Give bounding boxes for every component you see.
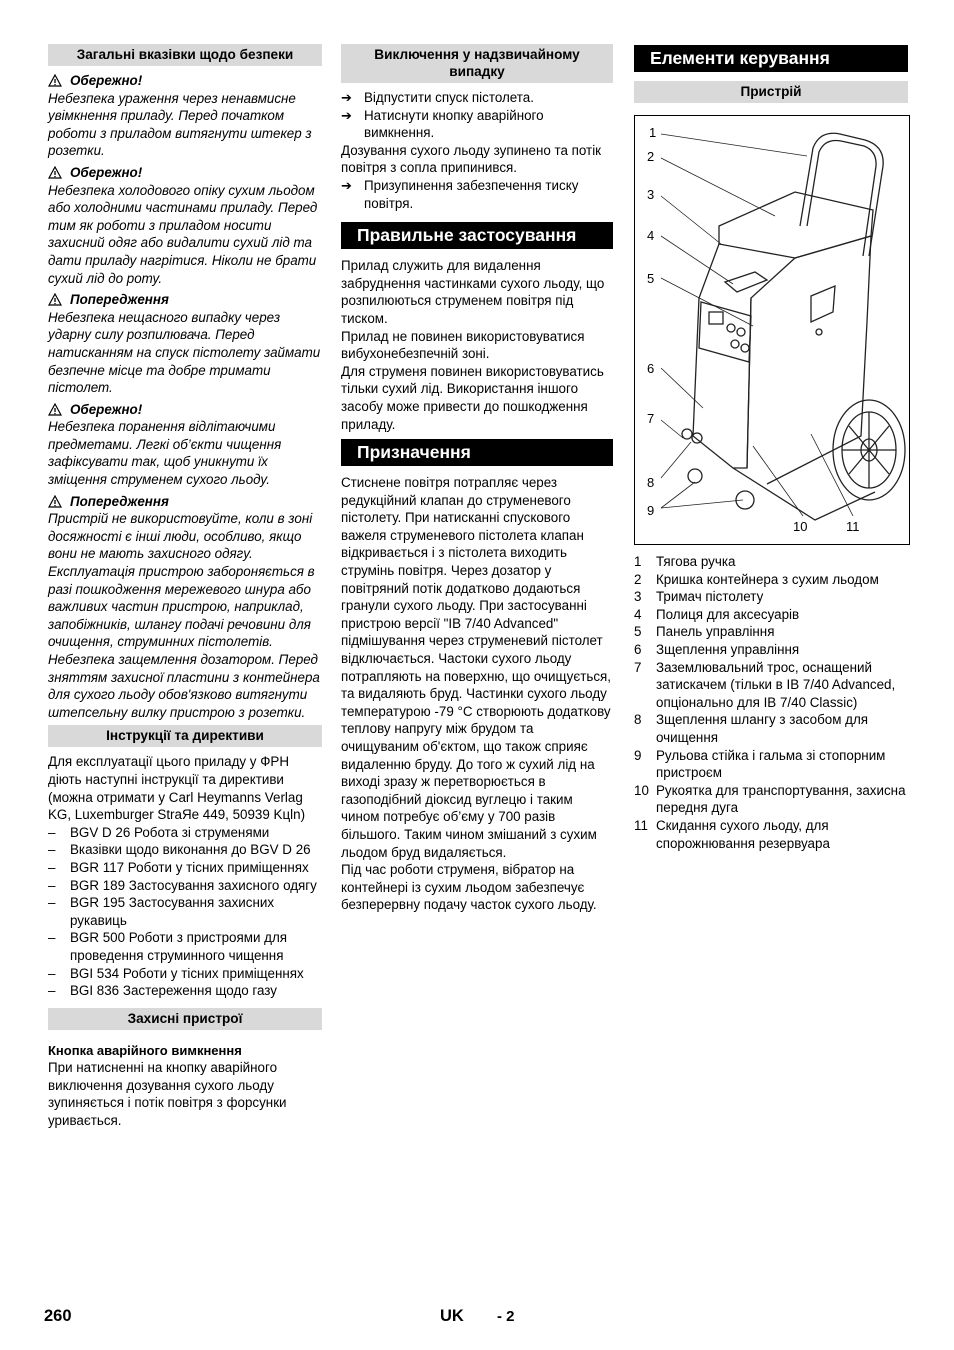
parts-list [634, 553, 908, 852]
section-heading-proper-use: Правильне застосування [341, 222, 613, 249]
warning-block [48, 493, 322, 722]
emergency-button-text: При натисненні на кнопку аварійного виключення дозування сухого льоду зупиняється і потік повітря з форсунки уривається. [48, 1060, 287, 1129]
callout-label: 11 [846, 519, 860, 534]
callout-label: 5 [647, 271, 655, 286]
warning-text: Небезпека поранення відлітаючими предметами. Легкі об’єкти чищення зафіксувати так, щоб уникнути їх зміщення струменем сухого льоду. [48, 419, 282, 488]
list-item: – BGR 189 Застосування захисного одягу [48, 877, 322, 895]
column-middle [341, 44, 613, 914]
section-heading-emergency-off: Виключення у надзвичайному випадку [341, 44, 613, 83]
list-item: 8 Зщеплення шлангу з засобом для очищення [634, 712, 869, 745]
list-item: – Вказівки щодо виконання до BGV D 26 [48, 841, 322, 859]
column-right [634, 44, 908, 852]
callout-label: 6 [647, 361, 655, 376]
device-illustration [635, 116, 909, 544]
list-item: ➔ Натиснути кнопку аварійного вимкнення. [341, 107, 544, 141]
list-item: – BGR 500 Роботи з пристроями для проведення струминного чищення [48, 929, 322, 964]
warning-triangle-icon [48, 74, 62, 87]
section-heading-purpose: Призначення [341, 439, 613, 466]
callout-label: 9 [647, 503, 655, 518]
list-item: 5 Панель управління [634, 624, 775, 640]
proper-use-text: Для струменя повинен використовуватись тільки сухий лід. Використання іншого засобу може привести до пошкодження приладу. [341, 363, 604, 432]
warning-title: Обережно! [70, 164, 143, 180]
arrow-right-icon: ➔ [341, 177, 352, 193]
warning-triangle-icon [48, 403, 62, 416]
page-number: 260 [44, 1307, 72, 1325]
section-heading-instructions: Інструкції та директиви [48, 725, 322, 747]
warning-block [48, 164, 322, 287]
callout-label: 10 [793, 519, 808, 534]
list-item: 3 Тримач пістолету [634, 589, 764, 605]
warning-triangle-icon [48, 293, 62, 306]
list-item: 11 Скидання сухого льоду, для спорожнювання резервуара [634, 817, 830, 851]
list-item: 10 Рукоятка для транспортування, захисна передня дуга [634, 782, 906, 816]
warning-block [48, 72, 322, 160]
column-left [48, 44, 322, 1130]
callout-label: 8 [647, 475, 655, 490]
list-item: 6 Зщеплення управління [634, 641, 800, 657]
purpose-text: Стиснене повітря потрапляє через редукційний клапан до струменевого пістолету. При натисканні спускового важеля струменевого пістолета клапан відкривається і з пістолета виходить струмінь повітря. Через дозатор у повітряний потік додатково додаються гранули сухого льоду. При застосуванні пристрою версії "IB 7/40 Advanced" підмішування через струменевий пістолет відключається. Частоки сухого льоду потрапляють на поверхню, що очищується, та видаляють бруд. Частинки сухого льоду температурою -79 °C створюють додаткову теплову напругу між брудом та очищуваним об'єктом, що також сприяє видаленню бруду. До того ж сухий лід на виході зразу ж перетворюється в газоподібний діоксид вуглецю і таким чином потребує об’єму у 700 разів більшого. Таким чином змішаний з сухим льодом бруд видаляється. [341, 475, 611, 860]
list-item: ➔ Відпустити спуск пістолета. [341, 90, 534, 105]
warning-block [48, 401, 322, 489]
warning-block [48, 291, 322, 397]
warning-title: Попередження [70, 493, 169, 509]
warning-text: Небезпека ураження через ненавмисне увімкнення приладу. Перед початком роботи з приладом витягнути штекер з розетки. [48, 90, 312, 159]
section-heading-protective-devices: Захисні пристрої [48, 1008, 322, 1030]
callout-label: 2 [647, 149, 655, 164]
list-item: 7 Заземлювальний трос, оснащений затискачем (тільки в IB 7/40 Advanced, опціонально для IB 7/40 Classic) [634, 659, 896, 710]
warning-text: Небезпека холодового опіку сухим льодом або холодними частинами приладу. Перед тим як роботи з приладом носити захисний одяг або видалити сухий лід та дати приладу нагрітися. Ніколи не брати сухий лід до роту. [48, 182, 318, 286]
section-heading-device: Пристрій [634, 81, 908, 103]
purpose-text: Під час роботи струменя, вібратор на контейнері із сухим льодом забезпечує безперервну подачу часток сухого льоду. [341, 862, 597, 913]
warning-title: Попередження [70, 292, 169, 308]
callout-label: 3 [647, 187, 655, 202]
warning-text: Небезпека нещасного випадку через ударну силу розпилювача. Перед натисканням на спуск пістолету займати безпечне місце та добре тримати пістолет. [48, 309, 321, 396]
warning-triangle-icon [48, 166, 62, 179]
warning-title: Обережно! [70, 401, 143, 417]
instructions-intro: Для експлуатації цього приладу у ФРН діють наступні інструкції та директиви (можна отримати у Carl Heymanns Verlag KG, Luxemburger StraЯe 449, 50939 Kцln) [48, 754, 306, 823]
warning-triangle-icon [48, 495, 62, 508]
list-item: – BGR 117 Роботи у тісних приміщеннях [48, 859, 322, 877]
list-item: – BGR 195 Застосування захисних рукавиць [48, 894, 322, 929]
list-item: – BGV D 26 Робота зі струменями [48, 824, 322, 842]
proper-use-text: Прилад служить для видалення забруднення частинками сухого льоду, що розпилюються струменем повітря під тиском. [341, 258, 605, 326]
list-item: 4 Полиця для аксесуарів [634, 606, 800, 622]
callout-label: 7 [647, 411, 655, 426]
warning-title: Обережно! [70, 73, 143, 88]
proper-use-text: Прилад не повинен використовуватися вибухонебезпечній зоні. [341, 328, 585, 362]
device-figure [634, 115, 910, 545]
list-item: 2 Кришка контейнера з сухим льодом [634, 571, 879, 587]
section-heading-controls: Елементи керування [634, 45, 908, 72]
list-item: 9 Рульова стійка і гальма зі стопорним пристроєм [634, 747, 886, 781]
arrow-right-icon: ➔ [341, 107, 352, 123]
callout-label: 4 [647, 228, 655, 243]
emergency-note: Дозування сухого льоду зупинено та потік повітря з сопла припинився. [341, 142, 602, 176]
list-item: – BGI 534 Роботи у тісних приміщеннях [48, 965, 322, 983]
callout-label: 1 [649, 125, 657, 140]
list-item: – BGI 836 Застереження щодо газу [48, 982, 322, 1000]
language-code: UK [440, 1307, 464, 1325]
instructions-list [48, 824, 322, 1000]
section-heading-general-safety: Загальні вказівки щодо безпеки [48, 44, 322, 66]
list-item: ➔ Призупинення забезпечення тиску повітря. [341, 177, 579, 211]
warning-text: Пристрій не використовуйте, коли в зоні досяжності є інші люди, особливо, якщо вони не мають захисного одягу. Експлуатація пристрою забороняється в разі пошкодження мережевого шнура або важливих частин пристрою, наприклад, запобіжників, шлангу подачі речовини для очищення, струминних пістолетів. Небезпека защемлення дозатором. Перед зняттям захисної пластини з контейнера для сухого льоду обов'язково витягнути штепсельну вилку пристрою з розетки. [48, 511, 320, 720]
arrow-right-icon: ➔ [341, 90, 352, 105]
page-sub-number: - 2 [497, 1308, 515, 1325]
list-item: 1 Тягова ручка [634, 554, 736, 569]
emergency-button-title: Кнопка аварійного вимкнення [48, 1042, 242, 1058]
